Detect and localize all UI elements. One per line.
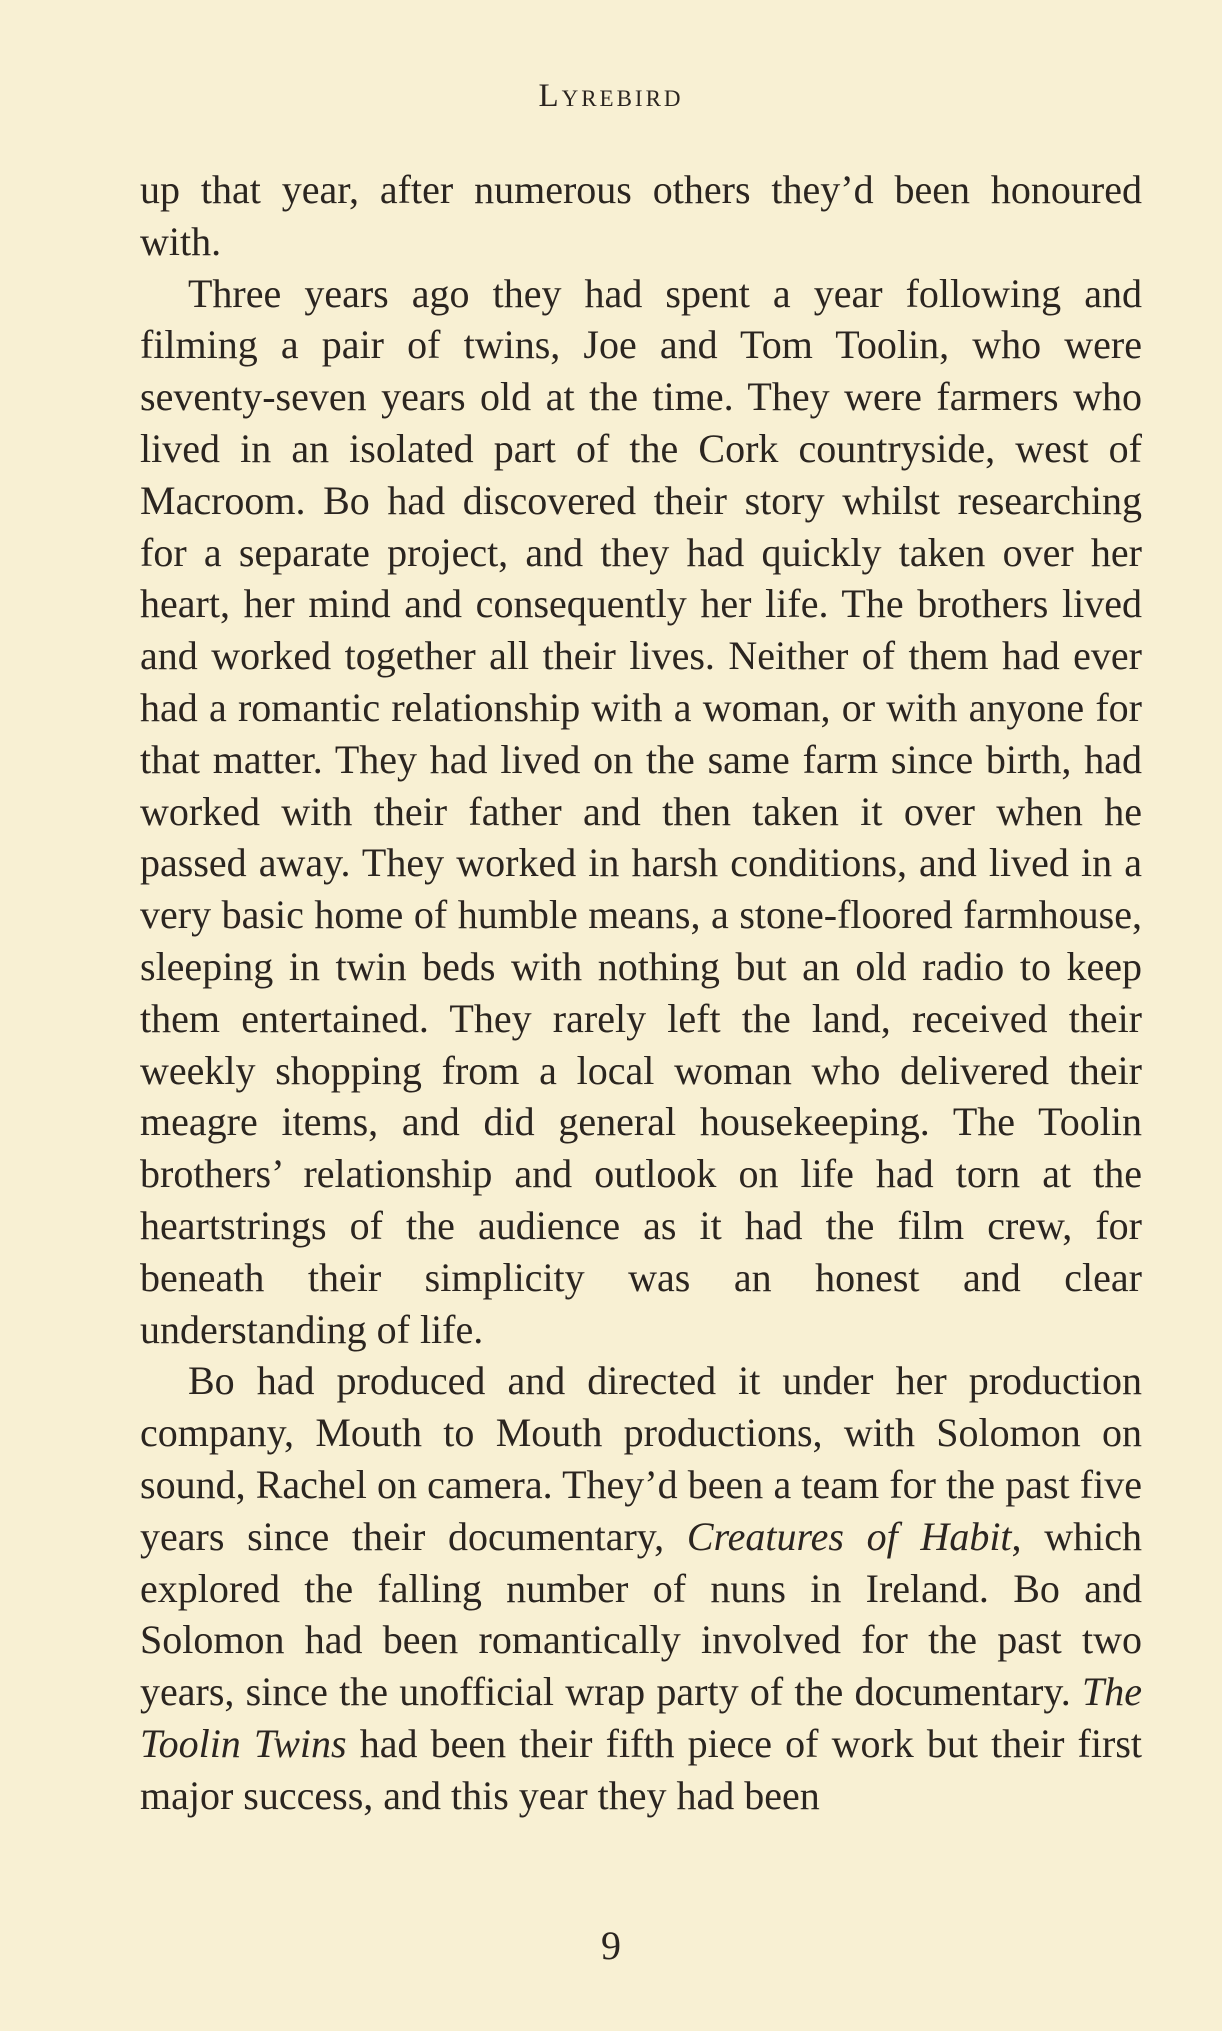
- paragraph: [140, 268, 1142, 1356]
- running-head: Lyrebird: [538, 78, 684, 114]
- paragraph: [140, 164, 1142, 268]
- text-segment: , which explored the falling number of nuns in Ireland. Bo and Solomon had been romantically involved for the past two years, since the unofficial wrap party of the documentary.: [140, 1513, 1142, 1715]
- body-text: [140, 164, 1142, 1822]
- text-segment: had been their fifth piece of work but their first major success, and this year they had been: [140, 1720, 1142, 1818]
- page-number: 9: [601, 1923, 621, 1968]
- italic-title: The Toolin Twins: [140, 1669, 1142, 1766]
- text-segment: Bo had produced and directed it under her production company, Mouth to Mouth productions, with Solomon on sound, Rachel on camera. They’d been a team for the past five years since their documentary,: [140, 1358, 1142, 1559]
- text-segment: Three years ago they had spent a year following and filming a pair of twins, Joe and Tom Toolin, who were seventy-seven years old at the time. They were farmers who lived in an isolated part of the Cork countryside, west of Macroom. Bo had discovered their story whilst researching for a separate project, and they had quickly taken over her heart, her mind and consequently her life. The brothers lived and worked together all their lives. Neither of them had ever had a romantic relationship with a woman, or with anyone for that matter. They had lived on the same farm since birth, had worked with their father and then taken it over when he passed away. They worked in harsh conditions, and lived in a very basic home of humble means, a stone-floored farmhouse, sleeping in twin beds with nothing but an old radio to keep them entertained. They rarely left the land, received their weekly shopping from a local woman who delivered their meagre items, and did general housekeeping. The Toolin brothers’ relationship and outlook on life had torn at the heartstrings of the audience as it had the film crew, for beneath their simplicity was an honest and clear understanding of life.: [140, 270, 1142, 1352]
- text-segment: up that year, after numerous others they’d been honoured with.: [140, 167, 1142, 264]
- italic-title: Creatures of Habit: [686, 1513, 1012, 1559]
- paragraph: [140, 1355, 1142, 1821]
